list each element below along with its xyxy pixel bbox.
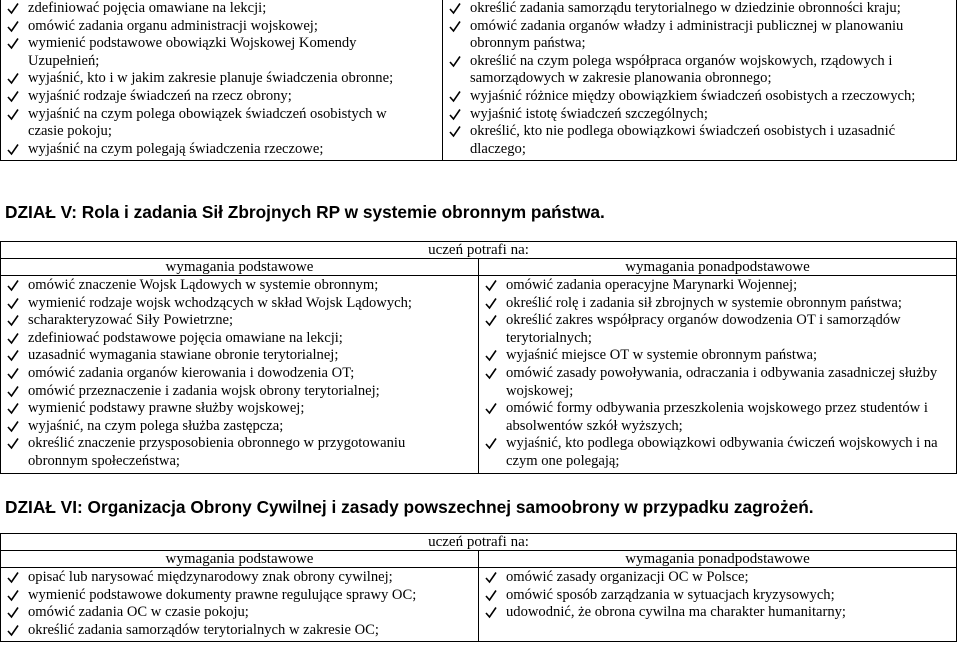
checkmark-icon <box>484 365 498 382</box>
checkmark-icon <box>6 88 20 105</box>
section-6-basic-cell <box>1 568 479 642</box>
checkmark-icon <box>6 400 20 417</box>
checkmark-icon <box>6 435 20 452</box>
checkmark-icon <box>6 18 20 35</box>
column-header-basic: wymagania podstawowe <box>1 551 479 568</box>
list-item: wyjaśnić rodzaje świadczeń na rzecz obrony; <box>4 88 440 106</box>
section-6-table <box>0 533 957 642</box>
list-item: wyjaśnić miejsce OT w systemie obronnym państwa; <box>482 347 954 365</box>
section-5-advanced-list <box>482 277 954 471</box>
list-item: określić znaczenie przysposobienia obronnego w przygotowaniu <box>4 435 476 453</box>
list-item: opisać lub narysować międzynarodowy znak obrony cywilnej; <box>4 569 476 587</box>
list-item-continuation: terytorialnych; <box>506 329 592 346</box>
list-item: wyjaśnić, kto i w jakim zakresie planuje świadczenia obronne; <box>4 70 440 88</box>
checkmark-icon <box>6 587 20 604</box>
section-6-advanced-list <box>482 569 954 622</box>
prev-advanced-cell <box>443 0 957 161</box>
list-item: omówić sposób zarządzania w sytuacjach kryzysowych; <box>482 587 954 605</box>
section-5-basic-cell <box>1 276 479 474</box>
list-item: wymienić podstawowe obowiązki Wojskowej Komendy <box>4 35 440 53</box>
list-item: wyjaśnić na czym polega obowiązek świadczeń osobistych w <box>4 106 440 124</box>
list-item: omówić przeznaczenie i zadania wojsk obrony terytorialnej; <box>4 383 476 401</box>
list-item: wymienić podstawy prawne służby wojskowej; <box>4 400 476 418</box>
list-item: określić zakres współpracy organów dowodzenia OT i samorządów <box>482 312 954 330</box>
list-item: określić zadania samorządów terytorialnych w zakresie OC; <box>4 622 476 640</box>
list-item: omówić zadania operacyjne Marynarki Wojennej; <box>482 277 954 295</box>
list-item-continuation: obronnym państwa; <box>470 35 586 52</box>
list-item: omówić zadania organów kierowania i dowodzenia OT; <box>4 365 476 383</box>
prev-advanced-list <box>446 0 954 158</box>
list-item-continuation: obronnym społeczeństwa; <box>28 452 180 469</box>
list-item: wyjaśnić różnice między obowiązkiem świadczeń osobistych a rzeczowych; <box>446 88 954 106</box>
list-item-continuation: wojskowej; <box>506 382 574 399</box>
section-6-basic-list <box>4 569 476 639</box>
list-item-continuation: absolwentów szkół wyższych; <box>506 417 683 434</box>
list-item: wyjaśnić, kto podlega obowiązkowi odbywania ćwiczeń wojskowych i na <box>482 435 954 453</box>
list-item-continuation: Uzupełnień; <box>28 52 100 69</box>
table-header-top: uczeń potrafi na: <box>1 534 957 551</box>
checkmark-icon <box>484 295 498 312</box>
checkmark-icon <box>448 88 462 105</box>
checkmark-icon <box>484 277 498 294</box>
list-item: omówić zasady organizacji OC w Polsce; <box>482 569 954 587</box>
checkmark-icon <box>6 569 20 586</box>
list-item: scharakteryzować Siły Powietrzne; <box>4 312 476 330</box>
list-item: określić, kto nie podlega obowiązkowi świadczeń osobistych i uzasadnić <box>446 123 954 141</box>
column-header-advanced: wymagania ponadpodstawowe <box>479 551 957 568</box>
checkmark-icon <box>484 604 498 621</box>
checkmark-icon <box>448 106 462 123</box>
section-5-table <box>0 241 957 474</box>
list-item-continuation: samorządowych w zakresie planowania obronnego; <box>470 70 772 87</box>
list-item: określić na czym polega współpraca organów wojskowych, rządowych i <box>446 53 954 71</box>
checkmark-icon <box>484 400 498 417</box>
list-item: wymienić rodzaje wojsk wchodzących w skład Wojsk Lądowych; <box>4 295 476 313</box>
checkmark-icon <box>6 141 20 158</box>
checkmark-icon <box>6 277 20 294</box>
section-5-advanced-cell <box>479 276 957 474</box>
checkmark-icon <box>448 53 462 70</box>
list-item: zdefiniować podstawowe pojęcia omawiane na lekcji; <box>4 330 476 348</box>
list-item: wyjaśnić na czym polegają świadczenia rzeczowe; <box>4 141 440 159</box>
list-item-continuation: czym one polegają; <box>506 452 620 469</box>
checkmark-icon <box>484 569 498 586</box>
section-5-heading: DZIAŁ V: Rola i zadania Sił Zbrojnych RP w systemie obronnym państwa. <box>5 202 605 222</box>
checkmark-icon <box>484 347 498 364</box>
checkmark-icon <box>6 604 20 621</box>
checkmark-icon <box>484 435 498 452</box>
checkmark-icon <box>6 622 20 639</box>
table-header-top: uczeń potrafi na: <box>1 242 957 259</box>
list-item: wyjaśnić, na czym polega służba zastępcza; <box>4 418 476 436</box>
checkmark-icon <box>6 365 20 382</box>
list-item: udowodnić, że obrona cywilna ma charakter humanitarny; <box>482 604 954 622</box>
checkmark-icon <box>6 70 20 87</box>
section-6-advanced-cell <box>479 568 957 642</box>
list-item: wymienić podstawowe dokumenty prawne regulujące sprawy OC; <box>4 587 476 605</box>
list-item: omówić formy odbywania przeszkolenia wojskowego przez studentów i <box>482 400 954 418</box>
checkmark-icon <box>6 106 20 123</box>
section-6-heading: DZIAŁ VI: Organizacja Obrony Cywilnej i zasady powszechnej samoobrony w przypadku zagrożeń. <box>5 497 814 517</box>
list-item: omówić zasady powoływania, odraczania i odbywania zasadniczej służby <box>482 365 954 383</box>
list-item: określić zadania samorządu terytorialnego w dziedzinie obronności kraju; <box>446 0 954 18</box>
checkmark-icon <box>484 312 498 329</box>
list-item-continuation: dlaczego; <box>470 140 526 157</box>
checkmark-icon <box>448 18 462 35</box>
prev-basic-list <box>4 0 440 158</box>
checkmark-icon <box>6 0 20 17</box>
checkmark-icon <box>6 383 20 400</box>
previous-section-table <box>0 0 957 161</box>
checkmark-icon <box>6 295 20 312</box>
list-item: omówić zadania organu administracji wojskowej; <box>4 18 440 36</box>
checkmark-icon <box>6 330 20 347</box>
column-header-basic: wymagania podstawowe <box>1 259 479 276</box>
checkmark-icon <box>448 123 462 140</box>
checkmark-icon <box>6 418 20 435</box>
list-item: omówić zadania organów władzy i administracji publicznej w planowaniu <box>446 18 954 36</box>
checkmark-icon <box>6 312 20 329</box>
column-header-advanced: wymagania ponadpodstawowe <box>479 259 957 276</box>
list-item: uzasadnić wymagania stawiane obronie terytorialnej; <box>4 347 476 365</box>
prev-basic-cell <box>1 0 443 161</box>
list-item-continuation: czasie pokoju; <box>28 123 112 140</box>
checkmark-icon <box>6 347 20 364</box>
list-item: określić rolę i zadania sił zbrojnych w systemie obronnym państwa; <box>482 295 954 313</box>
checkmark-icon <box>484 587 498 604</box>
list-item: wyjaśnić istotę świadczeń szczególnych; <box>446 106 954 124</box>
section-5-basic-list <box>4 277 476 471</box>
list-item: omówić zadania OC w czasie pokoju; <box>4 604 476 622</box>
list-item: zdefiniować pojęcia omawiane na lekcji; <box>4 0 440 18</box>
list-item: omówić znaczenie Wojsk Lądowych w systemie obronnym; <box>4 277 476 295</box>
checkmark-icon <box>448 0 462 17</box>
checkmark-icon <box>6 35 20 52</box>
